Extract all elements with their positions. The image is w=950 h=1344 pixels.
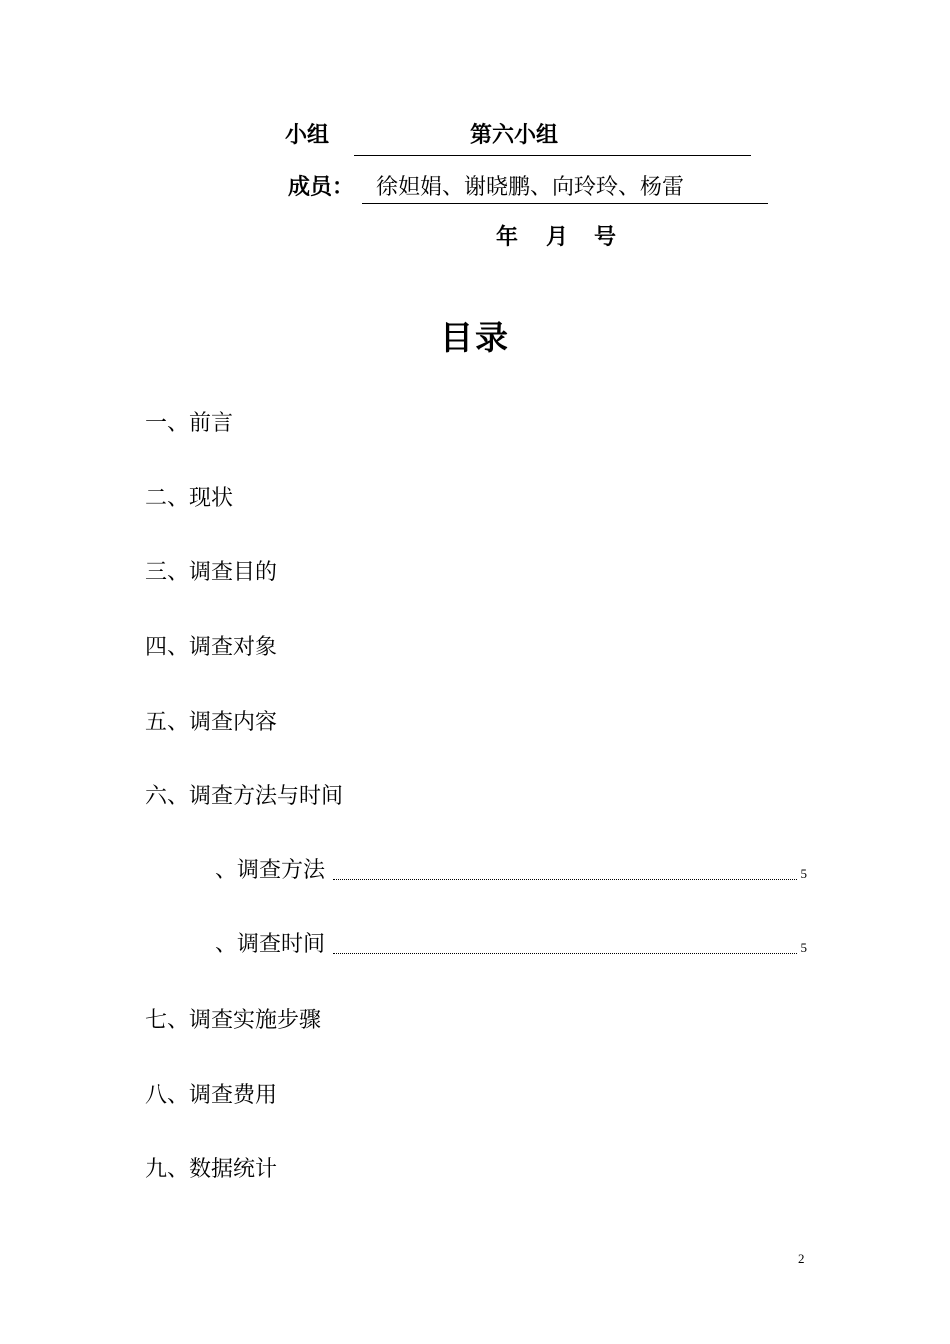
members-underline: [362, 203, 768, 204]
group-underline: [354, 155, 751, 156]
date-month: 月: [546, 225, 569, 250]
date-day: 号: [594, 225, 617, 250]
toc-item-purpose: 三、调查目的: [145, 560, 278, 585]
toc-title: 目录: [440, 318, 510, 357]
toc-item-preface: 一、前言: [145, 411, 234, 436]
toc-item-status: 二、现状: [145, 486, 234, 511]
toc-item-steps: 七、调查实施步骤: [145, 1008, 322, 1033]
toc-subitem-page: 5: [800, 866, 807, 881]
page-number: 2: [798, 1251, 805, 1266]
toc-item-costs: 八、调查费用: [145, 1083, 278, 1108]
toc-item-statistics: 九、数据统计: [145, 1157, 278, 1182]
toc-item-subjects: 四、调查对象: [145, 635, 278, 660]
members-value: 徐妲娟、谢晓鹏、向玲玲、杨雷: [376, 175, 685, 200]
toc-subitem-label: 、调查方法: [215, 858, 326, 883]
dot-leader: [333, 879, 797, 880]
toc-subitem-method: [215, 853, 807, 885]
toc-subitem-page: 5: [800, 940, 807, 955]
members-label: 成员：: [288, 175, 355, 200]
group-value: 第六小组: [470, 123, 559, 148]
dot-leader: [333, 953, 797, 954]
toc-subitem-time: [215, 927, 807, 959]
toc-item-method-time: 六、调查方法与时间: [145, 784, 344, 809]
date-year: 年: [496, 225, 519, 250]
toc-subitem-label: 、调查时间: [215, 932, 326, 957]
toc-item-content: 五、调查内容: [145, 710, 278, 735]
group-label: 小组: [285, 123, 330, 148]
